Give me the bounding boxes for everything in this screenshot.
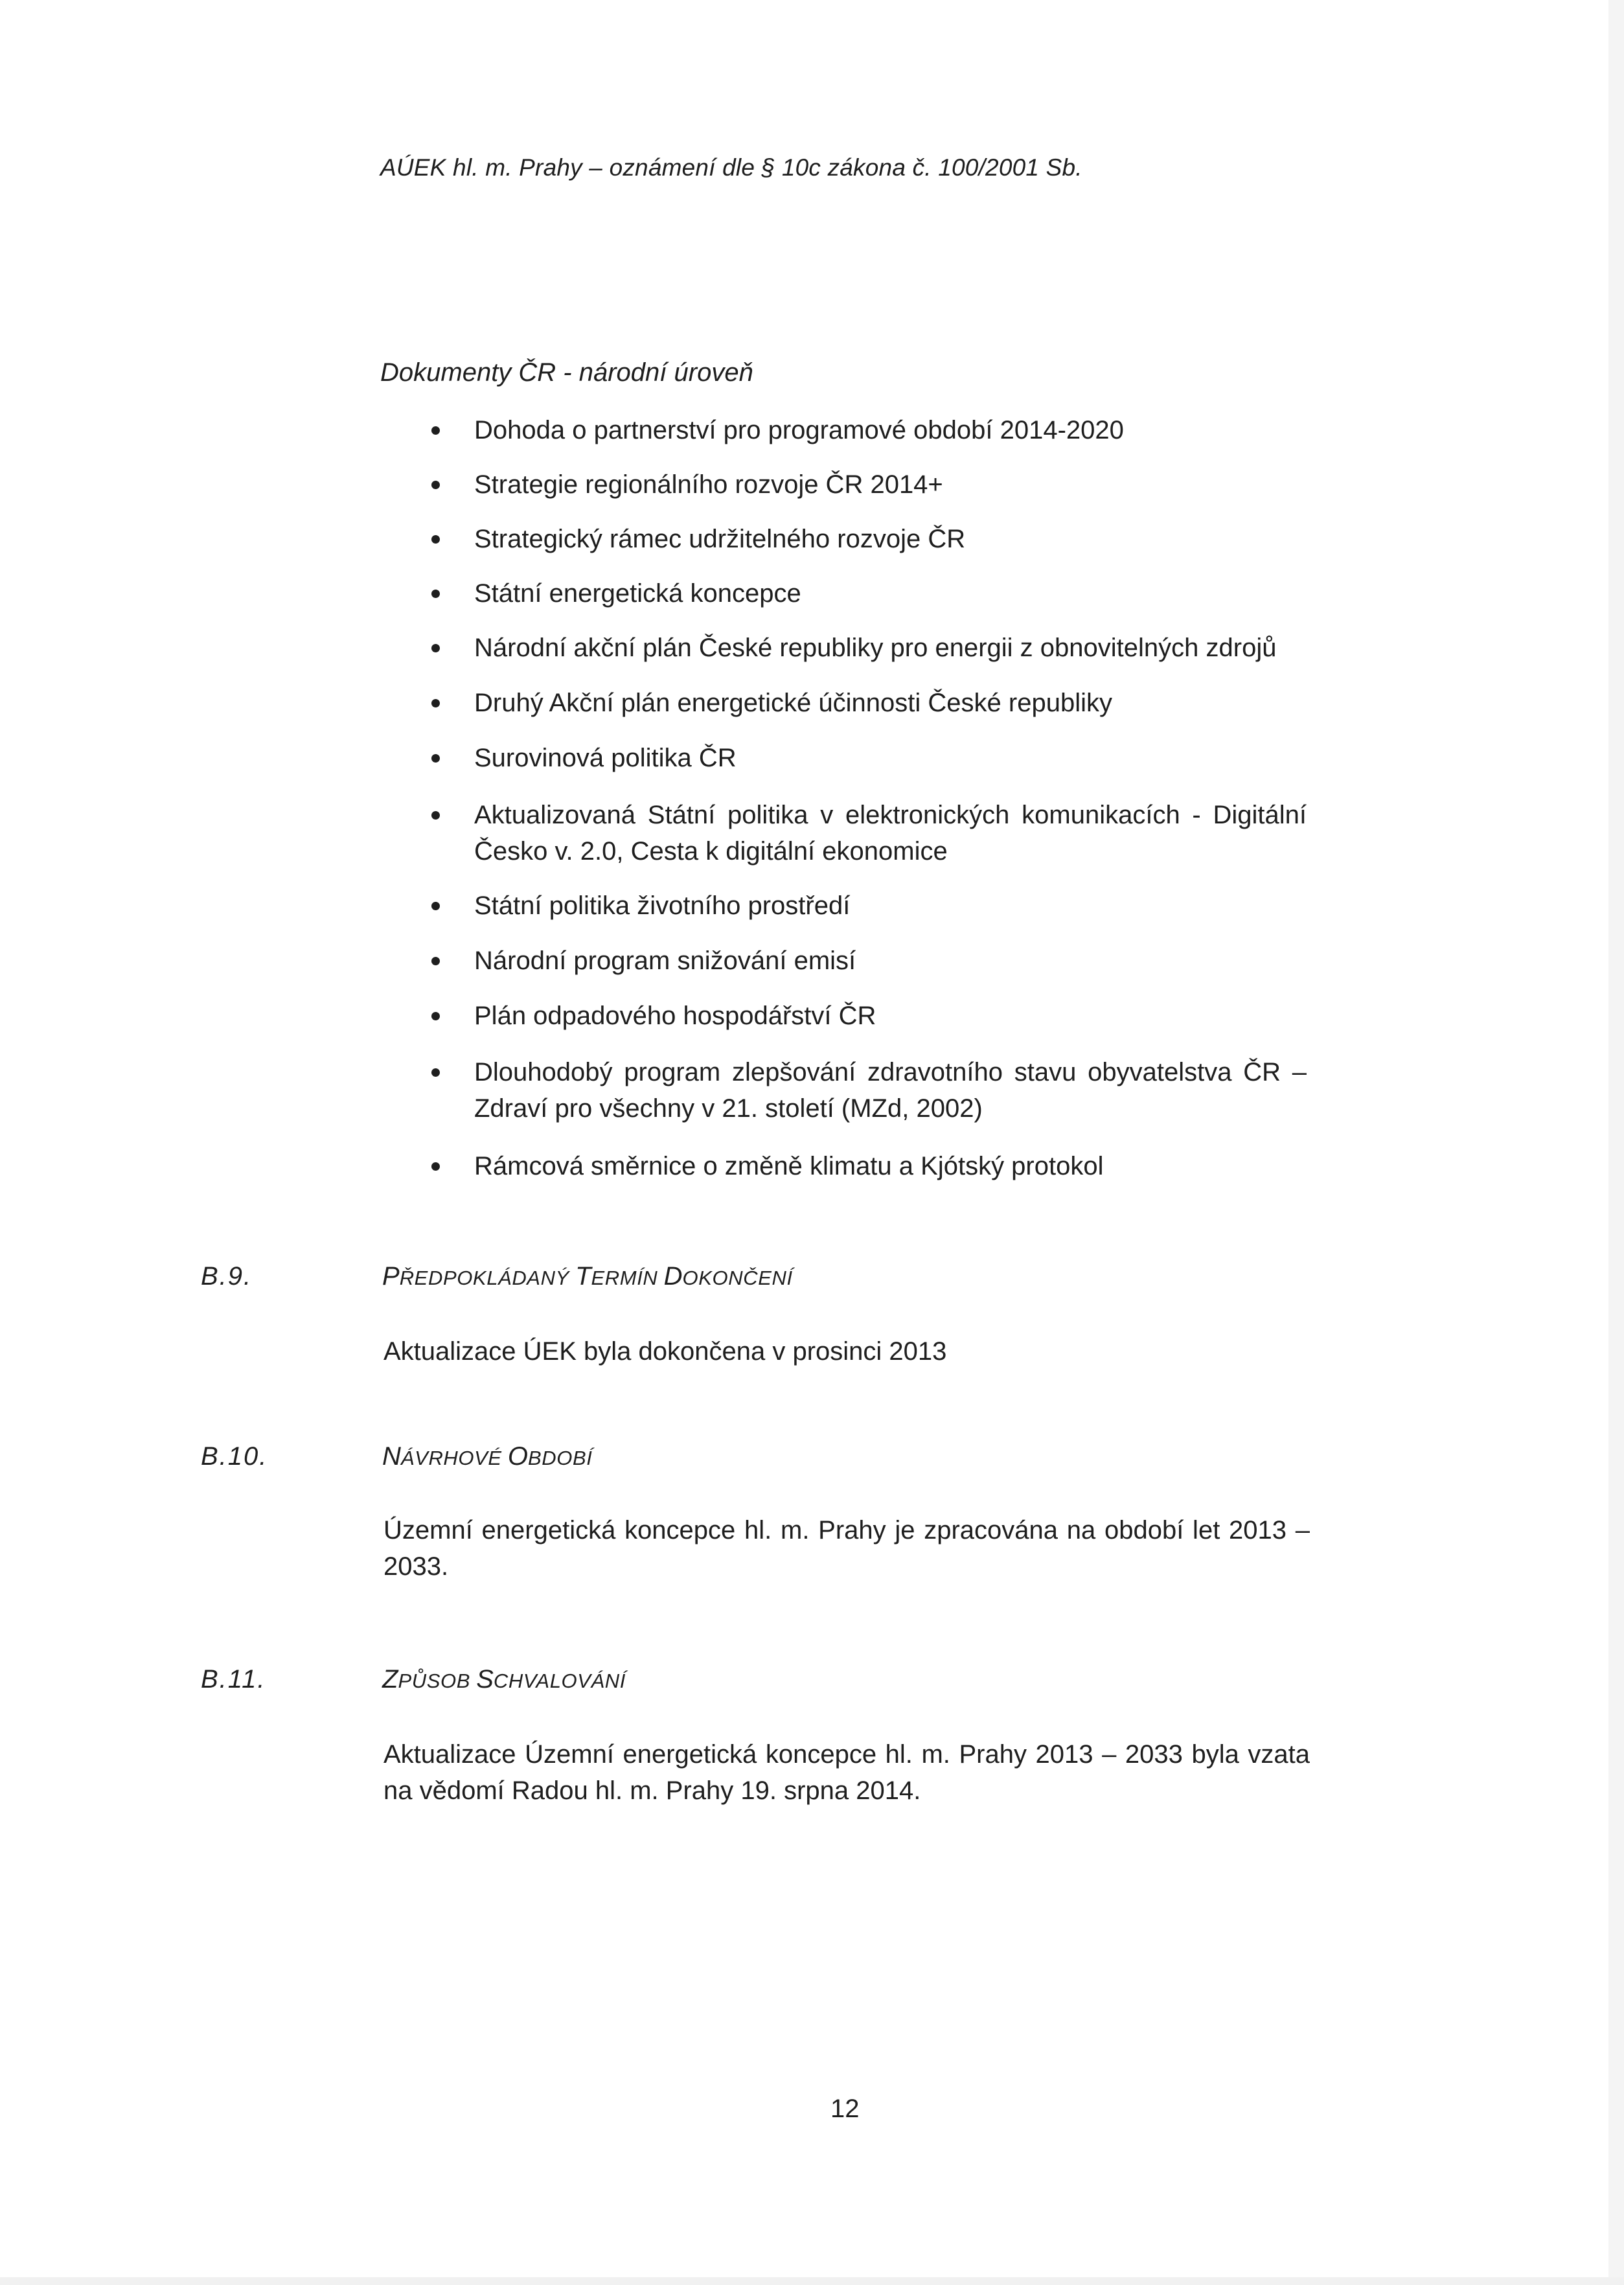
list-item (474, 943, 1307, 979)
list-item-text: Rámcová směrnice o změně klimatu a Kjótský protokol (474, 1152, 1104, 1180)
list-item-text: Strategický rámec udržitelného rozvoje ČR (474, 525, 966, 553)
list-item (474, 575, 1307, 612)
bullet-icon (431, 754, 440, 763)
section-body: Aktualizace ÚEK byla dokončena v prosinci 2013 (383, 1337, 947, 1366)
bullet-icon (431, 1162, 440, 1171)
list-item-text: Druhý Akční plán energetické účinnosti České republiky (474, 689, 1112, 717)
bullet-icon (431, 644, 440, 652)
list-item-text: Národní akční plán České republiky pro energii z obnovitelných zdrojů (474, 634, 1277, 662)
list-item (474, 740, 1307, 776)
bullet-icon (431, 535, 440, 544)
list-item-text: Dohoda o partnerství pro programové období 2014-2020 (474, 416, 1124, 444)
documents-heading: Dokumenty ČR - národní úroveň (380, 358, 753, 387)
bullet-icon (431, 481, 440, 489)
list-item-text: Národní program snižování emisí (474, 947, 856, 975)
bullet-icon (431, 590, 440, 598)
list-item (474, 685, 1307, 721)
list-item (474, 1148, 1307, 1184)
list-item-text: Aktualizovaná Státní politika v elektronických komunikacích - Digitální Česko v. 2.0, Cesta k digitální ekonomice (474, 801, 1307, 866)
bullet-icon (431, 426, 440, 435)
list-item (474, 1054, 1307, 1127)
bullet-icon (431, 957, 440, 965)
list-item (474, 998, 1307, 1034)
list-item-text: Surovinová politika ČR (474, 744, 737, 772)
list-item-text: Státní energetická koncepce (474, 579, 801, 608)
section-number: B.11. (201, 1665, 266, 1694)
section-title: PŘEDPOKLÁDANÝ TERMÍN DOKONČENÍ (382, 1262, 793, 1291)
list-item (474, 466, 1307, 503)
bullet-icon (431, 1012, 440, 1020)
bullet-icon (431, 902, 440, 910)
bullet-icon (431, 811, 440, 820)
list-item-text: Dlouhodobý program zlepšování zdravotního stavu obyvatelstva ČR – Zdraví pro všechny v 21. století (MZd, 2002) (474, 1058, 1307, 1123)
section-title: NÁVRHOVÉ OBDOBÍ (382, 1442, 593, 1471)
list-item (474, 630, 1307, 666)
bullet-icon (431, 699, 440, 707)
list-item (474, 797, 1307, 869)
page-edge-right (1608, 0, 1624, 2285)
bullet-icon (431, 1068, 440, 1077)
running-header: AÚEK hl. m. Prahy – oznámení dle § 10c zákona č. 100/2001 Sb. (380, 154, 1082, 181)
list-item (474, 412, 1307, 448)
page-number: 12 (830, 2095, 860, 2123)
section-body: Aktualizace Územní energetická koncepce hl. m. Prahy 2013 – 2033 byla vzata na vědomí Radou hl. m. Prahy 19. srpna 2014. (383, 1740, 1310, 1805)
section-body: Územní energetická koncepce hl. m. Prahy je zpracována na období let 2013 – 2033. (383, 1516, 1310, 1581)
section-title: ZPŮSOB SCHVALOVÁNÍ (382, 1665, 626, 1694)
section-number: B.9. (201, 1262, 253, 1291)
section-number: B.10. (201, 1442, 268, 1471)
list-item (474, 521, 1307, 557)
page-edge-bottom (0, 2277, 1624, 2285)
list-item-text: Plán odpadového hospodářství ČR (474, 1002, 876, 1030)
list-item-text: Státní politika životního prostředí (474, 891, 851, 920)
list-item-text: Strategie regionálního rozvoje ČR 2014+ (474, 470, 943, 499)
list-item (474, 888, 1307, 924)
